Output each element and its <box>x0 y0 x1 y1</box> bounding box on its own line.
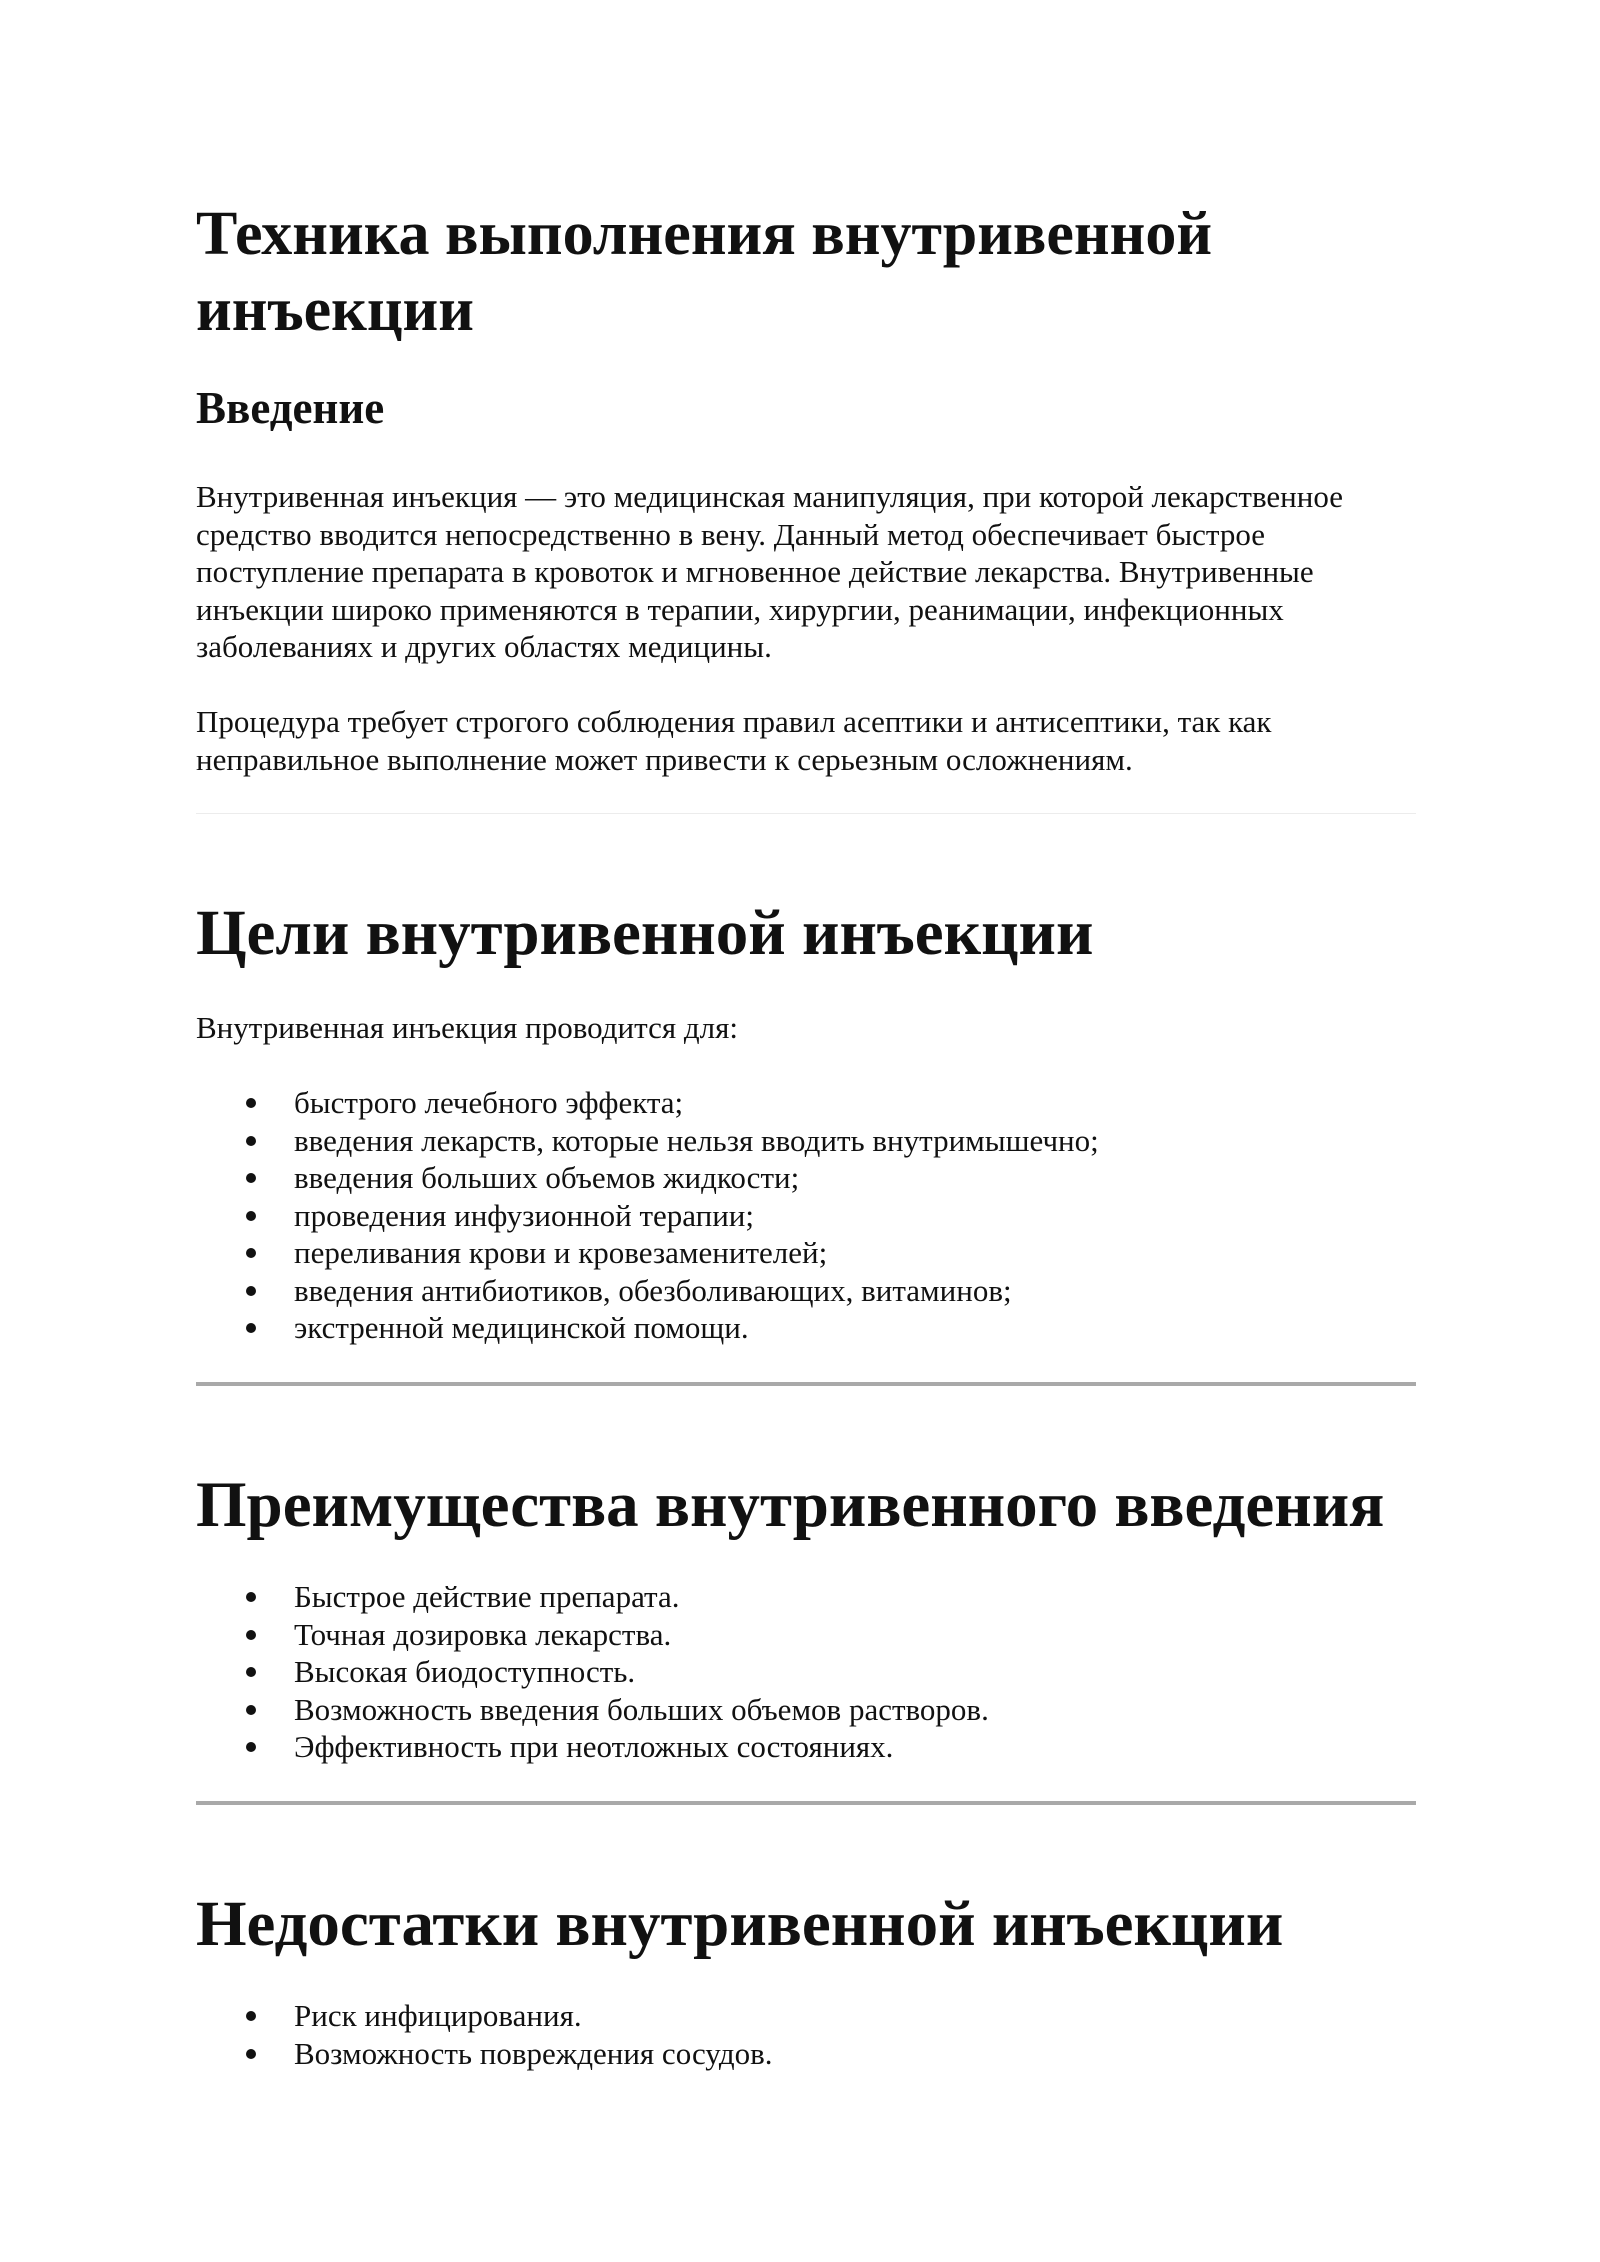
bullet-icon <box>246 1211 256 1221</box>
list-item <box>196 1272 1099 1310</box>
disadvantages-heading: Недостатки внутривенной инъекции <box>196 1888 1284 1960</box>
bullet-icon <box>246 1667 256 1677</box>
list-item <box>196 1578 989 1616</box>
list-item-text: Возможность повреждения сосудов. <box>294 2035 773 2071</box>
bullet-icon <box>246 1592 256 1602</box>
bullet-icon <box>246 2049 256 2059</box>
intro-heading: Введение <box>196 383 385 433</box>
list-item <box>196 1084 1099 1122</box>
list-item-text: Возможность введения больших объемов растворов. <box>294 1691 989 1727</box>
list-item <box>196 1691 989 1729</box>
list-item <box>196 2035 773 2073</box>
list-item-text: Точная дозировка лекарства. <box>294 1616 672 1652</box>
divider-intro <box>196 813 1416 814</box>
list-item-text: введения больших объемов жидкости; <box>294 1160 800 1195</box>
list-item-text: Риск инфицирования. <box>294 1998 582 2033</box>
goals-heading: Цели внутривенной инъекции <box>196 897 1094 969</box>
list-item-text: введения лекарств, которые нельзя вводить внутримышечно; <box>294 1122 1099 1158</box>
disadvantages-list <box>196 1997 773 2072</box>
bullet-icon <box>246 1705 256 1715</box>
list-item <box>196 1997 773 2035</box>
list-item-text: Высокая биодоступность. <box>294 1654 636 1689</box>
bullet-icon <box>246 2011 256 2021</box>
goals-list <box>196 1084 1099 1347</box>
list-item <box>196 1653 989 1691</box>
list-item-text: экстренной медицинской помощи. <box>294 1310 749 1345</box>
intro-paragraph-2: Процедура требует строгого соблюдения правил асептики и антисептики, так как неправильное выполнение может привести к серьезным осложнениям. <box>196 704 1272 777</box>
bullet-icon <box>246 1136 256 1146</box>
advantages-list <box>196 1578 989 1766</box>
list-item-text: Быстрое действие препарата. <box>294 1579 680 1614</box>
divider-advantages <box>196 1801 1416 1805</box>
goals-lead: Внутривенная инъекция проводится для: <box>196 1010 738 1045</box>
list-item-text: Эффективность при неотложных состояниях. <box>294 1729 894 1764</box>
list-item <box>196 1309 1099 1347</box>
bullet-icon <box>246 1098 256 1108</box>
list-item-text: переливания крови и кровезаменителей; <box>294 1235 828 1270</box>
list-item <box>196 1616 989 1654</box>
list-item <box>196 1728 989 1766</box>
bullet-icon <box>246 1742 256 1752</box>
list-item-text: проведения инфузионной терапии; <box>294 1197 755 1233</box>
list-item-text: быстрого лечебного эффекта; <box>294 1085 684 1120</box>
list-item <box>196 1234 1099 1272</box>
list-item-text: введения антибиотиков, обезболивающих, витаминов; <box>294 1272 1012 1308</box>
bullet-icon <box>246 1286 256 1296</box>
list-item <box>196 1159 1099 1197</box>
bullet-icon <box>246 1323 256 1333</box>
intro-paragraph-1: Внутривенная инъекция — это медицинская манипуляция, при которой лекарственное средство вводится непосредственно в вену. Данный метод обеспечивает быстрое поступление препарата в кровоток и мгновенное действие лекарства. Внутривенные инъекции широко применяются в терапии, хирургии, реанимации, инфекционных заболеваниях и других областях медицины. <box>196 479 1343 664</box>
document-title: Техника выполнения внутривенной инъекции <box>196 200 1213 344</box>
advantages-heading: Преимущества внутривенного введения <box>196 1469 1385 1541</box>
bullet-icon <box>246 1630 256 1640</box>
bullet-icon <box>246 1173 256 1183</box>
divider-goals <box>196 1382 1416 1386</box>
list-item <box>196 1122 1099 1160</box>
list-item <box>196 1197 1099 1235</box>
bullet-icon <box>246 1248 256 1258</box>
